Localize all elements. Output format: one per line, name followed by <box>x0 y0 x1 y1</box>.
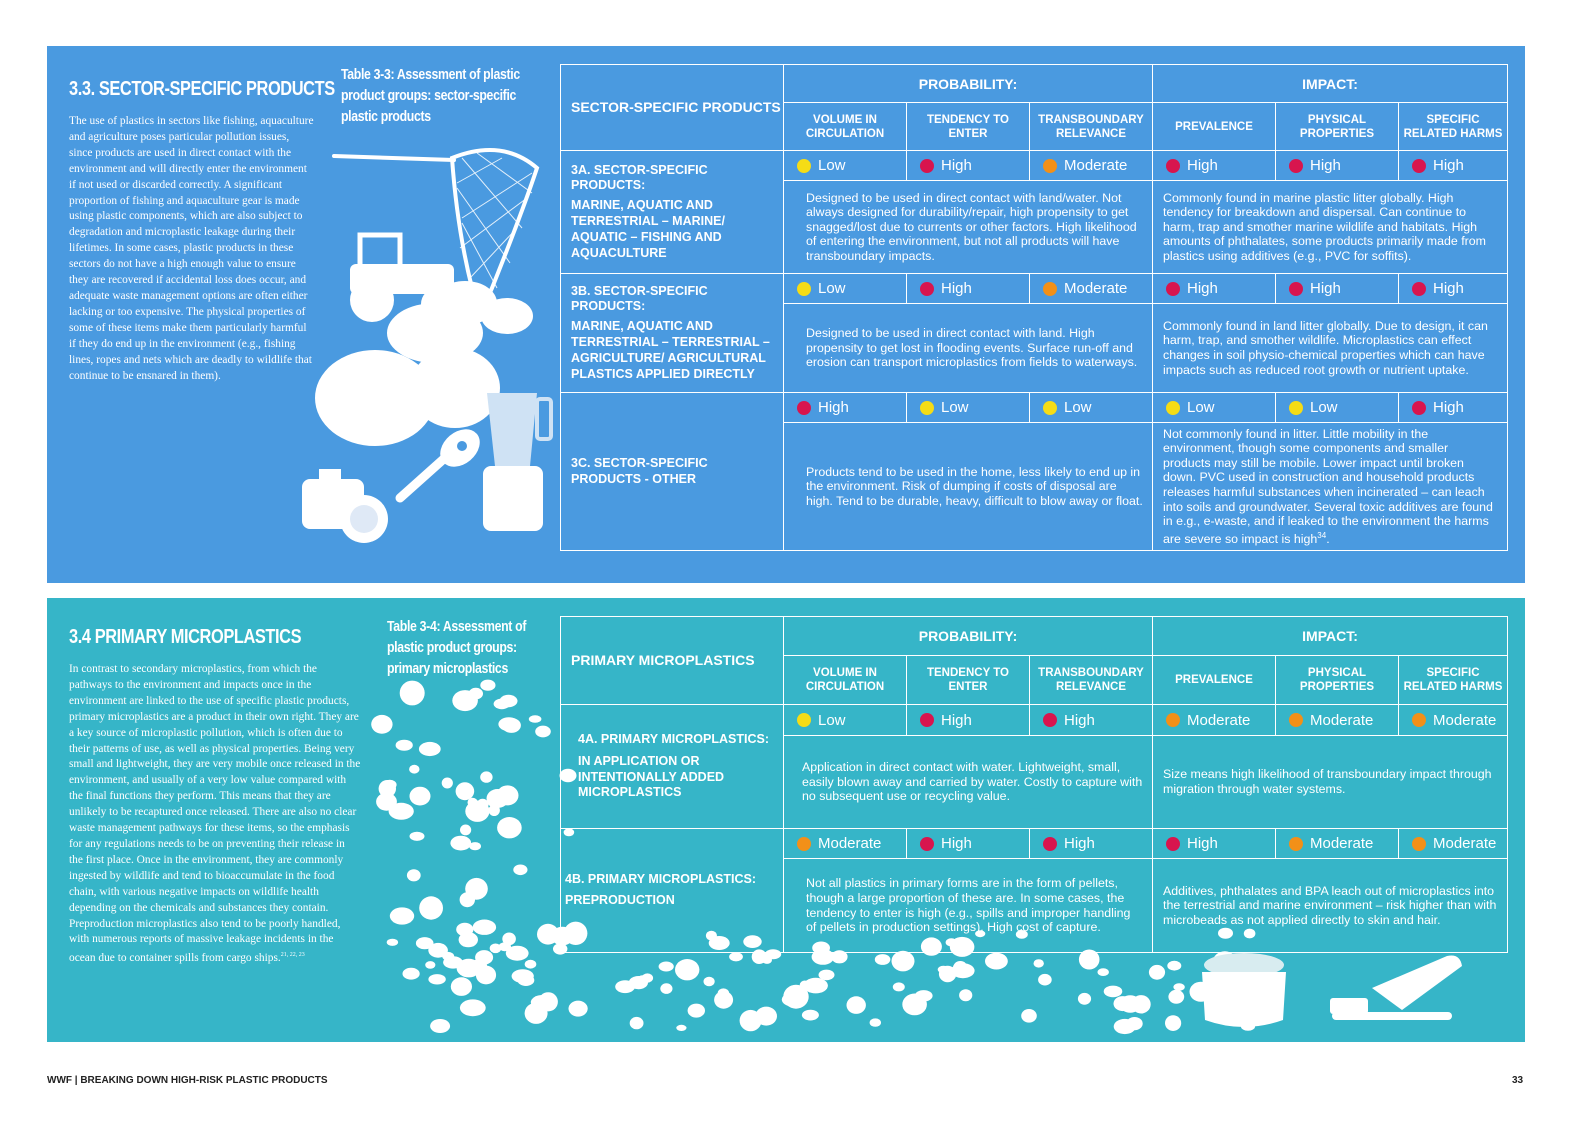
rating-dot <box>1043 713 1057 727</box>
rating-cell <box>1276 151 1399 181</box>
pellet <box>782 993 804 1007</box>
pellet <box>498 717 519 731</box>
blender-icon <box>475 391 565 536</box>
rating-dot <box>920 713 934 727</box>
section-body-text: In contrast to secondary microplastics, from which the pathways to the environment and impacts once in the environment are linked to the use of specific plastic products, primary microplastics are a product in their own right. They are a key source of microplastic pollution, which is often due to their patterns of use, as well as physical properties. Being very small and lightweight, they are very mobile once released in the environment, and usually of a very low value compared with the final functions they perform. This means that they are unlikely to be recaptured once released. There are also no clear waste management pathways for these items, so the emphasis for any regulations needs to be on preventing their release in the first place. Once in the environment, they are commonly ingested by wildlife and tend to bioaccumulate in the food chain, with various negative impacts on wildlife health depending on the chemicals and substances they contain. Preproduction microplastics also tend to be poorly handled, with numerous reports of massive leakage incidents in the ocean due to container spills from cargo ships. <box>69 663 361 965</box>
pellet <box>615 980 635 993</box>
pellet <box>569 1001 588 1017</box>
column-header: SPECIFIC RELATED HARMS <box>1399 103 1508 151</box>
rating-cell <box>784 705 907 736</box>
rating-cell <box>1399 151 1508 181</box>
pellet <box>537 924 559 945</box>
pellet <box>1168 990 1184 1004</box>
pellet <box>475 950 493 965</box>
pellet <box>513 865 527 876</box>
pellet <box>409 765 419 774</box>
pellet <box>1034 959 1044 967</box>
assessment-table-3-4 <box>560 616 1508 953</box>
page-number: 33 <box>1512 1075 1524 1086</box>
row-label-4a <box>561 705 784 829</box>
pellet <box>497 817 522 838</box>
row-label-3c <box>561 393 784 551</box>
pellet <box>729 952 743 961</box>
pellet <box>489 805 500 816</box>
pellet <box>451 977 472 996</box>
rating-dot <box>797 159 811 173</box>
pellet <box>460 825 471 836</box>
cosmetic-jar-icon <box>1197 950 1292 1035</box>
pellet <box>1167 961 1181 971</box>
rating-dot <box>1166 713 1180 727</box>
column-header: PREVALENCE <box>1153 103 1276 151</box>
column-header: TRANSBOUNDARY RELEVANCE <box>1030 656 1153 705</box>
rating-dot <box>1166 401 1180 415</box>
pellet <box>371 715 392 734</box>
rating-cell <box>1153 829 1276 859</box>
pellet <box>959 989 972 1001</box>
impact-text-end: . <box>1326 531 1330 546</box>
probability-header: PROBABILITY: <box>784 617 1153 656</box>
rating-cell <box>784 829 907 859</box>
rating-cell <box>1153 393 1276 423</box>
rating-cell <box>1153 274 1276 304</box>
pellet <box>525 960 537 969</box>
rating-dot <box>1166 282 1180 296</box>
rating-dot <box>1289 837 1303 851</box>
pellet <box>403 968 420 980</box>
pellet <box>512 969 534 983</box>
impact-description <box>1153 423 1508 551</box>
rating-cell <box>1276 829 1399 859</box>
rating-cell <box>1030 274 1153 304</box>
rating-text: High <box>941 157 972 174</box>
pellet <box>442 952 454 961</box>
rating-dot <box>1043 401 1057 415</box>
pellet <box>951 963 974 978</box>
pellet <box>506 946 529 961</box>
pellet <box>755 1007 777 1026</box>
rating-text: Moderate <box>1310 835 1374 852</box>
column-header: VOLUME IN CIRCULATION <box>784 656 907 705</box>
sector-specific-panel <box>47 46 1525 583</box>
pellet <box>529 715 542 723</box>
table-caption: Table 3-4: Assessment of plastic product groups: primary microplastics <box>387 618 527 677</box>
impact-header: IMPACT: <box>1153 617 1508 656</box>
pellet <box>419 742 441 756</box>
pellet <box>407 869 421 881</box>
column-header: PHYSICAL PROPERTIES <box>1276 103 1399 151</box>
rating-dot <box>1289 159 1303 173</box>
pellet <box>473 920 496 935</box>
probability-header: PROBABILITY: <box>784 65 1153 103</box>
camera-icon <box>299 464 394 549</box>
assessment-table-3-3 <box>560 64 1508 551</box>
pellet <box>660 983 672 994</box>
column-header: TENDENCY TO ENTER <box>907 656 1030 705</box>
pellet <box>387 939 398 946</box>
pellet <box>410 787 431 806</box>
rating-dot <box>1412 713 1426 727</box>
pellet <box>490 944 502 954</box>
rating-text: Low <box>1187 399 1215 416</box>
rating-text: Moderate <box>818 835 882 852</box>
rating-text: High <box>1064 711 1095 729</box>
pellet <box>1165 1015 1181 1031</box>
pellet <box>465 878 488 900</box>
rating-cell <box>1030 151 1153 181</box>
rating-dot <box>920 837 934 851</box>
rating-dot <box>1412 282 1426 296</box>
rating-dot <box>797 837 811 851</box>
impact-header: IMPACT: <box>1153 65 1508 103</box>
rating-cell <box>784 151 907 181</box>
pellet <box>714 991 733 1009</box>
rating-cell <box>1399 393 1508 423</box>
pellet <box>1021 1009 1037 1023</box>
pellet <box>902 994 927 1016</box>
column-header: TRANSBOUNDARY RELEVANCE <box>1030 103 1153 151</box>
row-title: 3A. SECTOR-SPECIFIC PRODUCTS: <box>571 162 708 193</box>
pellet <box>875 954 891 965</box>
rating-dot <box>1043 837 1057 851</box>
pellet <box>802 1010 819 1021</box>
pellet <box>450 836 471 851</box>
pellet <box>430 1019 450 1033</box>
pellet <box>425 961 435 969</box>
pellet <box>494 699 510 710</box>
pellet <box>870 1018 881 1026</box>
pellet <box>535 726 551 738</box>
rating-cell <box>784 274 907 304</box>
row-title: 3C. SECTOR-SPECIFIC PRODUCTS - OTHER <box>571 455 708 486</box>
pellet <box>460 999 486 1016</box>
rating-dot <box>797 401 811 415</box>
rating-cell <box>1276 274 1399 304</box>
row-label-3b <box>561 274 784 393</box>
row-subtitle: MARINE, AQUATIC AND TERRESTRIAL – TERRESTRIAL – AGRICULTURE/ AGRICULTURAL PLASTICS APPLIED DIRECTLY <box>571 319 770 381</box>
rating-cell <box>1030 705 1153 736</box>
rating-text: Moderate <box>1433 835 1497 852</box>
rating-text: High <box>1187 280 1218 297</box>
pellet <box>1038 974 1052 986</box>
hair-dryer-icon <box>392 426 487 506</box>
pellet <box>390 907 414 924</box>
rating-cell <box>1276 705 1399 736</box>
rating-dot <box>1412 401 1426 415</box>
rating-cell <box>907 274 1030 304</box>
pellet <box>893 982 905 991</box>
row-label-3a <box>561 151 784 274</box>
rating-cell <box>907 705 1030 736</box>
rating-cell <box>907 151 1030 181</box>
rating-text: Low <box>818 157 846 174</box>
table-corner-label: PRIMARY MICROPLASTICS <box>561 617 784 705</box>
rating-dot <box>1166 159 1180 173</box>
probability-description: Designed to be used in direct contact with land. High propensity to get lost in flooding events. Surface run-off and erosion can transport microplastics from fields to waterways. <box>784 304 1153 393</box>
row-subtitle: PREPRODUCTION <box>565 893 675 907</box>
pellet <box>892 951 915 972</box>
pellet <box>465 801 489 822</box>
table-caption: Table 3-3: Assessment of plastic product groups: sector-specific plastic products <box>341 66 520 125</box>
pellet <box>525 1003 548 1024</box>
pellet <box>985 953 1008 970</box>
pellet <box>396 740 413 751</box>
column-header: PREVALENCE <box>1153 656 1276 705</box>
pellet <box>480 771 492 782</box>
pellet <box>1104 986 1123 998</box>
pellet <box>497 785 519 805</box>
toothpaste-icon <box>1322 948 1467 1038</box>
probability-description: Designed to be used in direct contact with land/water. Not always designed for durability/repair, high propensity to get snagged/lost due to currents or other factors. High likelihood of entering the environment, but not all products will have transboundary impacts. <box>784 181 1153 274</box>
rating-cell <box>1153 705 1276 736</box>
rating-text: High <box>1310 157 1341 174</box>
pellet <box>1078 993 1091 1005</box>
pellet <box>637 975 648 982</box>
rating-text: High <box>941 280 972 297</box>
footnote-ref: 21, 22, 23 <box>280 952 305 959</box>
rating-text: Low <box>1310 399 1338 416</box>
rating-cell <box>1399 705 1508 736</box>
pellet <box>480 680 495 691</box>
row-label-4b <box>561 829 784 953</box>
section-title: 3.4 PRIMARY MICROPLASTICS <box>69 626 302 648</box>
rating-cell <box>907 393 1030 423</box>
rating-text: High <box>1433 399 1464 416</box>
probability-description: Not all plastics in primary forms are in the form of pellets, though a large proportion of these are. In some cases, the tendency to enter is high (e.g., spills and improper handling of pellets in production settings). High cost of capture. <box>784 859 1153 953</box>
section-body <box>69 662 361 967</box>
column-header: TENDENCY TO ENTER <box>907 103 1030 151</box>
primary-microplastics-panel <box>47 598 1525 1042</box>
pellet <box>1098 968 1109 976</box>
section-body: The use of plastics in sectors like fishing, aquaculture and agriculture poses particular pollution issues, since products are used in direct contact with the environment and will directly enter the environment if not used or discarded correctly. A significant proportion of fishing and aquaculture gear is made using plastic components, which are also subject to degradation and microplastic leakage during their lifetimes. In some cases, plastic products in these sectors do not have a high enough value to ensure they are recovered if accidental loss does occur, and adequate waste management options are often either lacking or too expensive. The physical properties of some of these items make them particularly harmful if they do end up in the environment (e.g., fishing lines, ropes and nets which are deadly to wildlife that continue to be ensnared in them). <box>69 115 314 382</box>
rating-text: High <box>941 835 972 852</box>
rating-cell <box>784 393 907 423</box>
rating-text: Moderate <box>1433 711 1497 729</box>
pellet <box>676 1025 686 1031</box>
section-title: 3.3. SECTOR-SPECIFIC PRODUCTS <box>69 78 335 100</box>
rating-dot <box>1043 159 1057 173</box>
probability-description: Application in direct contact with water. Lightweight, small, easily blown away and carried by water. Costly to capture with no subsequent use or recycling value. <box>784 736 1153 829</box>
column-header: VOLUME IN CIRCULATION <box>784 103 907 151</box>
row-subtitle: IN APPLICATION OR INTENTIONALLY ADDED MICROPLASTICS <box>578 753 725 800</box>
impact-description: Commonly found in land litter globally. Due to design, it can harm, trap, and smother wildlife. Microplastics can effect changes in soil physio-chemical properties which can have impacts such as reduced root growth or nutrient uptake. <box>1153 304 1508 393</box>
pellet <box>428 974 445 984</box>
pellet <box>630 1017 644 1029</box>
pellet <box>1173 983 1184 991</box>
rating-dot <box>1166 837 1180 851</box>
impact-description: Additives, phthalates and BPA leach out of microplastics into the terrestrial and marine environment – risk higher than with microbeads as not applied directly to skin and hair. <box>1153 859 1508 953</box>
column-header: PHYSICAL PROPERTIES <box>1276 656 1399 705</box>
rating-dot <box>1289 713 1303 727</box>
pellet <box>688 1004 705 1018</box>
pellet <box>819 970 835 981</box>
table-corner-label: SECTOR-SPECIFIC PRODUCTS <box>561 65 784 151</box>
pellet <box>675 959 699 980</box>
rating-text: High <box>1433 157 1464 174</box>
rating-dot <box>920 159 934 173</box>
pellet <box>410 832 425 841</box>
rating-text: Low <box>818 280 846 297</box>
pellet <box>405 686 416 693</box>
footer-publication: WWF | BREAKING DOWN HIGH-RISK PLASTIC PRODUCTS <box>47 1075 328 1086</box>
row-title: 4B. PRIMARY MICROPLASTICS: <box>565 872 756 887</box>
pellet <box>459 932 478 947</box>
pellet <box>442 778 453 789</box>
impact-description: Commonly found in marine plastic litter globally. High tendency for breakdown and dispersal. Can continue to harm, trap and smother marine wildlife and habitats. High amounts of phthalates, some products primarily made from plastics using additives (e.g., PVC for soffits). <box>1153 181 1508 274</box>
rating-text: High <box>1310 280 1341 297</box>
pellet <box>456 782 475 800</box>
pellet <box>800 981 810 990</box>
rating-dot <box>1412 837 1426 851</box>
rating-text: Moderate <box>1064 280 1128 297</box>
rating-text: Low <box>941 399 969 416</box>
rating-dot <box>1043 282 1057 296</box>
footnote-ref: 34 <box>1317 530 1327 540</box>
pellet <box>1149 965 1165 980</box>
rating-dot <box>797 282 811 296</box>
rating-text: High <box>941 711 972 729</box>
rating-cell <box>1276 393 1399 423</box>
pellet <box>452 690 478 711</box>
rating-text: High <box>818 399 849 416</box>
rating-dot <box>920 282 934 296</box>
rating-text: Low <box>1064 399 1092 416</box>
rating-text: Moderate <box>1064 157 1128 174</box>
rating-dot <box>920 401 934 415</box>
pellet <box>1120 995 1141 1013</box>
rating-dot <box>797 713 811 727</box>
probability-description: Products tend to be used in the home, less likely to end up in the environment. Risk of dumping if costs of disposal are high. Tend to be durable, heavy, difficult to blow away or float. <box>784 423 1153 551</box>
pellet <box>847 996 866 1014</box>
pellet <box>400 681 425 706</box>
rating-dot <box>1412 159 1426 173</box>
pellet <box>379 780 396 797</box>
row-subtitle: MARINE, AQUATIC AND TERRESTRIAL – MARINE/ AQUATIC – FISHING AND AQUACULTURE <box>571 198 725 260</box>
rating-cell <box>907 829 1030 859</box>
impact-description: Size means high likelihood of transboundary impact through migration through water systems. <box>1153 736 1508 829</box>
rating-text: High <box>1187 157 1218 174</box>
rating-cell <box>1399 829 1508 859</box>
column-header: SPECIFIC RELATED HARMS <box>1399 656 1508 705</box>
pellet <box>659 962 674 972</box>
rating-text: Moderate <box>1310 711 1374 729</box>
rating-cell <box>1153 151 1276 181</box>
rating-cell <box>1030 393 1153 423</box>
row-title: 4A. PRIMARY MICROPLASTICS: <box>578 731 769 746</box>
rating-text: High <box>1064 835 1095 852</box>
pellet <box>419 896 443 919</box>
pellet <box>704 977 715 986</box>
rating-dot <box>1289 401 1303 415</box>
rating-cell <box>1399 274 1508 304</box>
impact-text: Not commonly found in litter. Little mobility in the environment, though some components and smaller products may still be mobile. Lower impact until broken down. PVC used in construction and household products releases harmful substances when incinerated – can leach into soils and groundwater. Several toxic additives are found in e.g., e-waste, and if leaked to the environment the harms are severe so impact is high <box>1163 426 1493 546</box>
row-title: 3B. SECTOR-SPECIFIC PRODUCTS: <box>571 283 708 314</box>
rating-cell <box>1030 829 1153 859</box>
rating-text: High <box>1187 835 1218 852</box>
pellet <box>1126 1017 1142 1030</box>
rating-dot <box>1289 282 1303 296</box>
rating-text: Moderate <box>1187 711 1251 729</box>
rating-text: High <box>1433 280 1464 297</box>
rating-text: Low <box>818 711 846 729</box>
